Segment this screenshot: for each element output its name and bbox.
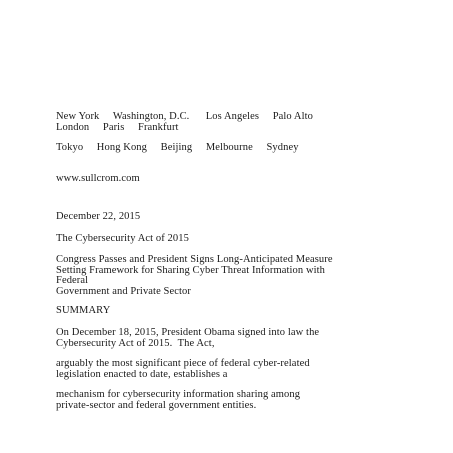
summary-heading: SUMMARY <box>56 305 111 316</box>
office-locations-row-3: Tokyo Hong Kong Beijing Melbourne Sydney <box>56 142 299 153</box>
body-paragraph-1-line-2: Cybersecurity Act of 2015. The Act, <box>56 338 215 349</box>
office-locations-row-1: New York Washington, D.C. Los Angeles Palo Alto <box>56 111 313 122</box>
body-paragraph-2-line-2: legislation enacted to date, establishes a <box>56 369 228 380</box>
subtitle-line-3: Federal <box>56 275 89 286</box>
subtitle-line-2: Setting Framework for Sharing Cyber Threat Information with <box>56 265 326 276</box>
office-locations-row-2: London Paris Frankfurt <box>56 122 179 133</box>
body-paragraph-3-line-2: private-sector and federal government entities. <box>56 400 257 411</box>
subtitle-line-4: Government and Private Sector <box>56 286 191 297</box>
document-date: December 22, 2015 <box>56 211 141 222</box>
subtitle-line-1: Congress Passes and President Signs Long-Anticipated Measure <box>56 254 333 265</box>
document-title: The Cybersecurity Act of 2015 <box>56 233 189 244</box>
body-paragraph-1-line-1: On December 18, 2015, President Obama signed into law the <box>56 327 320 338</box>
website-link[interactable]: www.sullcrom.com <box>56 173 140 184</box>
body-paragraph-2-line-1: arguably the most significant piece of federal cyber-related <box>56 358 310 369</box>
body-paragraph-3-line-1: mechanism for cybersecurity information sharing among <box>56 389 301 400</box>
